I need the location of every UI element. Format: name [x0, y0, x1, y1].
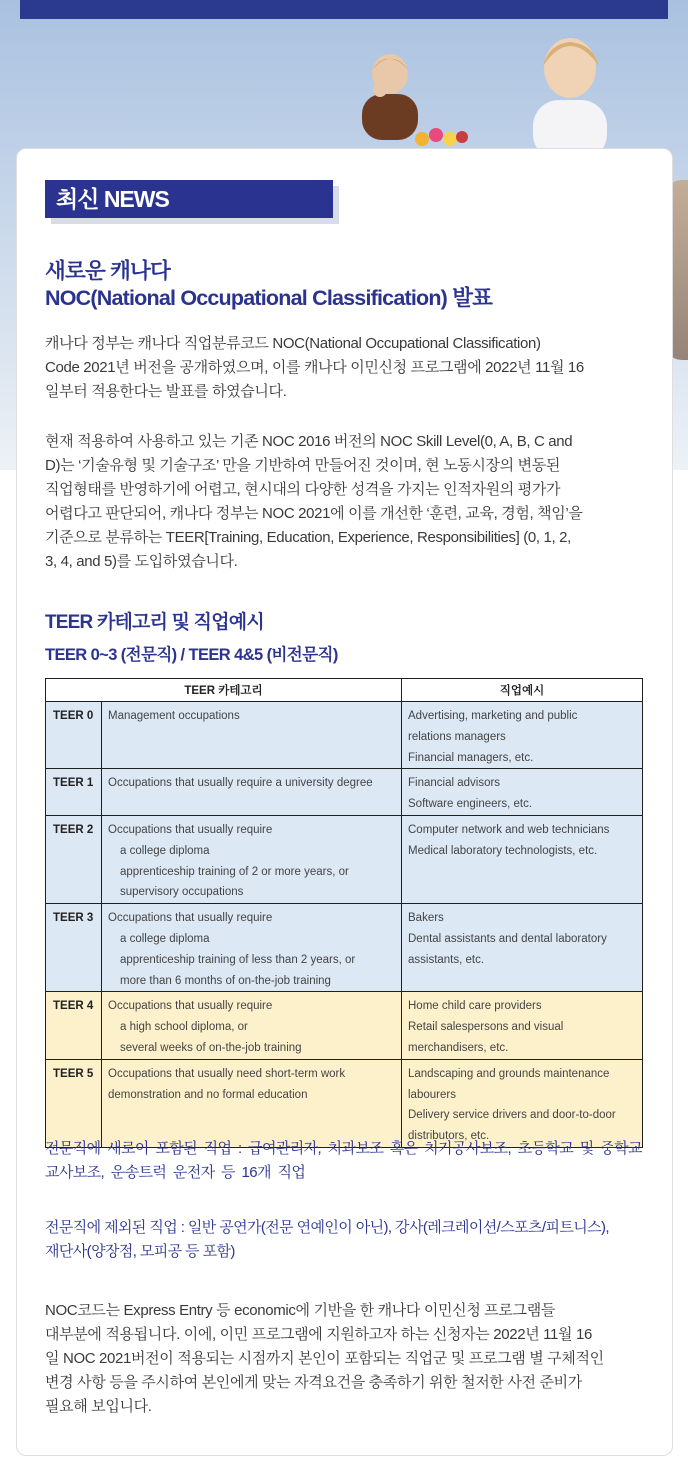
top-accent-bar [20, 0, 668, 19]
current-line: 3, 4, and 5)를 도입하였습니다. [45, 553, 238, 570]
closing-line: 일 NOC 2021버전이 적용되는 시점까지 본인이 포함되는 직업군 및 프로그램 별 구체적인 [45, 1350, 604, 1367]
teer-level-cell: TEER 4 [46, 992, 102, 1059]
category-line: Occupations that usually require [108, 823, 273, 836]
example-line: Advertising, marketing and public [408, 710, 578, 722]
category-line: a college diploma [120, 932, 210, 945]
table-row [46, 702, 643, 769]
teer-category-cell [102, 904, 402, 992]
note-included-line: 전문직에 새로이 포함된 직업 : 급여관리자, 치과보조 혹은 치기공사보조, 초등학교 및 중학교 [45, 1140, 642, 1157]
example-line: Computer network and web technicians [408, 823, 610, 836]
note-included [45, 1137, 645, 1185]
note-included-line: 교사보조, 운송트럭 운전자 등 16개 직업 [45, 1164, 306, 1181]
example-line: Delivery service drivers and door-to-door [408, 1109, 616, 1122]
category-line: supervisory occupations [120, 886, 244, 899]
category-line: Occupations that usually require [108, 1000, 273, 1013]
category-line: apprenticeship training of 2 or more years, or [120, 865, 349, 878]
category-line: Occupations that usually require [108, 912, 273, 925]
header-category: TEER 카테고리 [46, 679, 402, 702]
current-noc-paragraph [45, 430, 650, 574]
teer-level-cell: TEER 3 [46, 904, 102, 992]
example-line: Home child care providers [408, 1000, 542, 1013]
category-line: a college diploma [120, 844, 210, 857]
teer-examples-cell [402, 769, 643, 816]
teer-examples-cell [402, 702, 643, 769]
table-header-row [46, 679, 643, 702]
category-line: demonstration and no formal education [108, 1088, 308, 1101]
news-badge: 최신 NEWS [45, 180, 333, 218]
teer-table [45, 678, 643, 1148]
note-excluded [45, 1216, 645, 1264]
example-line: Financial managers, etc. [408, 751, 534, 764]
headline-line-1: 새로운 캐나다 [45, 259, 170, 283]
teer-examples-cell [402, 815, 643, 903]
example-line: Financial advisors [408, 777, 501, 790]
example-line: labourers [408, 1088, 456, 1101]
teer-examples-cell [402, 904, 643, 992]
example-line: Landscaping and grounds maintenance [408, 1067, 610, 1080]
teer-examples-cell [402, 992, 643, 1059]
category-line: Occupations that usually need short-term work [108, 1067, 346, 1080]
example-line: Bakers [408, 912, 444, 925]
intro-line: 캐나다 정부는 캐나다 직업분류코드 NOC(National Occupational Classification) [45, 335, 541, 352]
example-line: relations managers [408, 730, 506, 743]
category-line: a high school diploma, or [120, 1021, 248, 1034]
headline [45, 258, 655, 312]
note-excluded-line: 재단사(양장점, 모피공 등 포함) [45, 1243, 235, 1260]
example-line: Retail salespersons and visual [408, 1021, 564, 1034]
table-row [46, 815, 643, 903]
section-title: TEER 카테고리 및 직업예시 [45, 612, 264, 633]
child-right-illustration [515, 30, 625, 160]
flowers-illustration [410, 125, 470, 150]
example-line: assistants, etc. [408, 953, 485, 966]
example-line: Software engineers, etc. [408, 798, 533, 811]
closing-line: 필요해 보입니다. [45, 1398, 152, 1415]
current-line: D)는 ‘기술유형 및 기술구조’ 만을 기반하여 만들어진 것이며, 현 노동시장의 변동된 [45, 457, 561, 474]
table-row [46, 904, 643, 992]
teer-level-cell: TEER 1 [46, 769, 102, 816]
example-line: Dental assistants and dental laboratory [408, 932, 607, 945]
example-line: merchandisers, etc. [408, 1041, 509, 1054]
teer-category-cell [102, 702, 402, 769]
table-row [46, 992, 643, 1059]
teer-category-cell [102, 815, 402, 903]
current-line: 현재 적용하여 사용하고 있는 기존 NOC 2016 버전의 NOC Skill Level(0, A, B, C and [45, 433, 573, 450]
headline-line-2: NOC(National Occupational Classification) 발표 [45, 286, 493, 310]
closing-line: 변경 사항 등을 주시하여 본인에게 맞는 자격요건을 충족하기 위한 철저한 사전 준비가 [45, 1374, 582, 1391]
current-line: 직업형태를 반영하기에 어렵고, 현시대의 다양한 성격을 가지는 인적자원의 평가가 [45, 481, 561, 498]
example-line: distributors, etc. [408, 1130, 490, 1143]
example-line: Medical laboratory technologists, etc. [408, 844, 598, 857]
closing-line: NOC코드는 Express Entry 등 economic에 기반을 한 캐나다 이민신청 프로그램들 [45, 1302, 555, 1319]
category-line: more than 6 months of on-the-job training [120, 974, 331, 987]
teer-level-cell: TEER 0 [46, 702, 102, 769]
note-excluded-line: 전문직에 제외된 직업 : 일반 공연가(전문 연예인이 아닌), 강사(레크레이션/스포츠/피트니스), [45, 1219, 610, 1236]
intro-paragraph [45, 332, 650, 404]
category-line: several weeks of on-the-job training [120, 1041, 302, 1054]
category-line: Management occupations [108, 710, 240, 722]
intro-line: Code 2021년 버전을 공개하였으며, 이를 캐나다 이민신청 프로그램에 2022년 11월 16 [45, 359, 584, 376]
table-row [46, 769, 643, 816]
intro-line: 일부터 적용한다는 발표를 하였습니다. [45, 383, 287, 400]
teer-level-cell: TEER 5 [46, 1059, 102, 1147]
teer-category-cell [102, 769, 402, 816]
category-line: apprenticeship training of less than 2 years, or [120, 953, 356, 966]
teer-examples-cell [402, 1059, 643, 1147]
teer-category-cell [102, 992, 402, 1059]
teer-level-cell: TEER 2 [46, 815, 102, 903]
current-line: 기준으로 분류하는 TEER[Training, Education, Experience, Responsibilities] (0, 1, 2, [45, 529, 571, 546]
table-row [46, 1059, 643, 1147]
category-line: Occupations that usually require a university degree [108, 777, 373, 790]
table-body [46, 702, 643, 1148]
header-examples: 직업예시 [402, 679, 643, 702]
closing-paragraph [45, 1299, 650, 1419]
current-line: 어렵다고 판단되어, 캐나다 정부는 NOC 2021에 이를 개선한 ‘훈련, 교육, 경험, 책임’을 [45, 505, 583, 522]
section-subtitle: TEER 0~3 (전문직) / TEER 4&5 (비전문직) [45, 646, 338, 664]
closing-line: 대부분에 적용됩니다. 이에, 이민 프로그램에 지원하고자 하는 신청자는 2022년 11월 16 [45, 1326, 592, 1343]
teer-category-cell [102, 1059, 402, 1147]
